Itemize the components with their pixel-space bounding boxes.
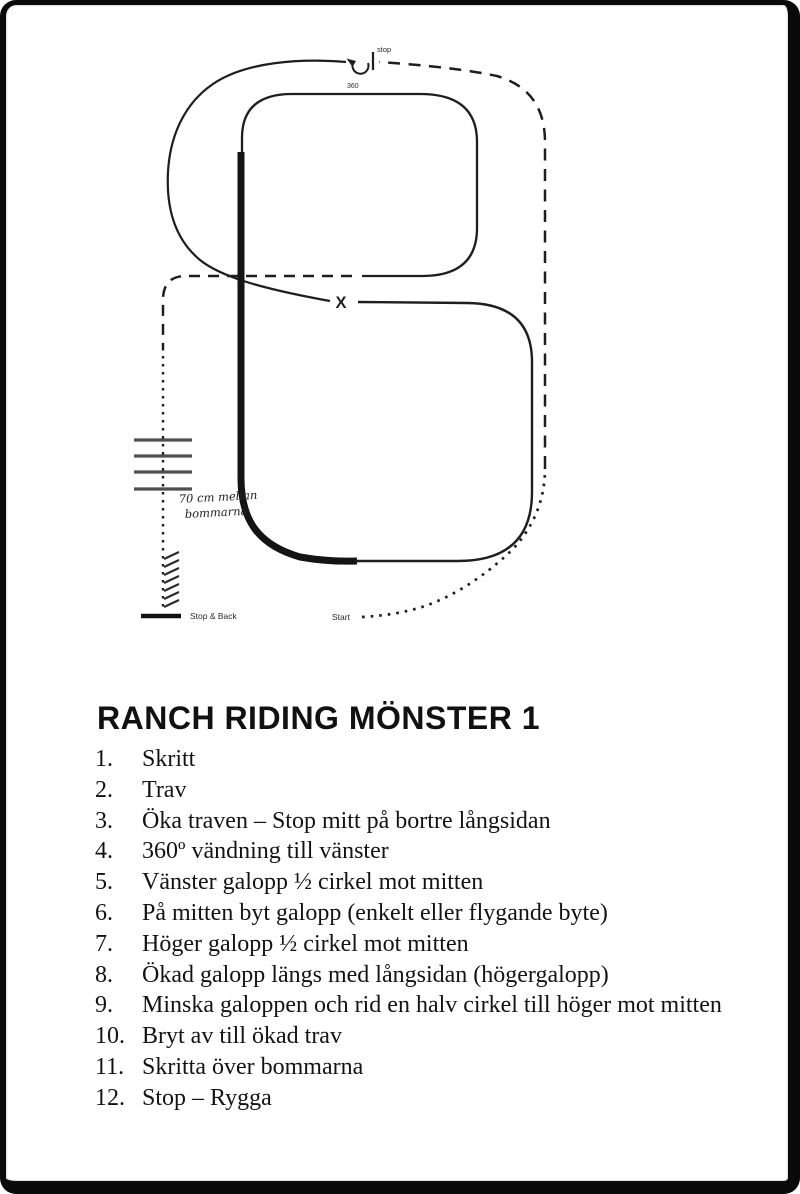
path-trot-dashed-middle — [163, 276, 352, 348]
instruction-text: Vänster galopp ½ cirkel mot mitten — [142, 869, 484, 896]
instruction-list — [95, 744, 755, 1114]
instruction-number: 12. — [95, 1084, 125, 1111]
instruction-item — [95, 1083, 755, 1114]
instruction-number: 11. — [95, 1053, 125, 1080]
instruction-item — [95, 960, 755, 991]
instruction-item — [95, 1052, 755, 1083]
instruction-text: Bryt av till ökad trav — [142, 1023, 342, 1050]
instruction-number: 8. — [95, 961, 113, 988]
instruction-item — [95, 1021, 755, 1052]
instruction-item — [95, 806, 755, 837]
page-title: RANCH RIDING MÖNSTER 1 — [97, 700, 541, 736]
path-extended-segment-thick — [241, 152, 357, 561]
instruction-item — [95, 744, 755, 775]
poles-note-line2: bommarna — [184, 503, 248, 521]
instruction-text: Ökad galopp längs med långsidan (högergalopp) — [142, 961, 609, 988]
instruction-text: Minska galoppen och rid en halv cirkel till höger mot mitten — [142, 992, 722, 1019]
path-lope-left-half-circle — [168, 61, 346, 301]
instruction-text: Höger galopp ½ cirkel mot mitten — [142, 930, 469, 957]
label-start: Start — [332, 612, 350, 622]
instruction-item — [95, 836, 755, 867]
instruction-number: 1. — [95, 746, 113, 772]
instruction-item — [95, 775, 755, 806]
instruction-item — [95, 990, 755, 1021]
label-360: 360 — [347, 83, 359, 90]
instruction-number: 7. — [95, 930, 113, 957]
trot-poles — [134, 440, 192, 489]
instruction-number: 3. — [95, 807, 113, 834]
instruction-text: 360º vändning till vänster — [142, 838, 389, 865]
backup-hatches — [164, 552, 179, 607]
path-walk-start-dotted — [362, 468, 545, 617]
instruction-item — [95, 929, 755, 960]
center-x-marker: X — [335, 294, 347, 312]
label-stop-top: stop — [377, 45, 392, 54]
instruction-number: 9. — [95, 992, 113, 1019]
instruction-text: Skritta över bommarna — [142, 1053, 364, 1080]
instruction-item — [95, 867, 755, 898]
instruction-text: Skritt — [142, 746, 196, 772]
instruction-number: 5. — [95, 869, 113, 896]
spin-360-icon — [347, 59, 369, 74]
instruction-number: 2. — [95, 776, 113, 803]
poles-note-line1: 70 cm mellan — [178, 487, 258, 506]
instruction-text: Stop – Rygga — [142, 1084, 272, 1111]
instruction-item — [95, 898, 755, 929]
path-top-circle — [242, 94, 477, 276]
instruction-number: 4. — [95, 838, 113, 865]
instruction-number: 10. — [95, 1023, 125, 1050]
label-stop-back: Stop & Back — [190, 611, 237, 621]
path-bottom-circle — [355, 302, 532, 561]
instruction-text: På mitten byt galopp (enkelt eller flygande byte) — [142, 899, 608, 926]
instruction-section — [95, 700, 755, 1114]
instruction-text: Trav — [142, 776, 187, 803]
instruction-text: Öka traven – Stop mitt på bortre långsidan — [142, 807, 551, 834]
instruction-number: 6. — [95, 899, 113, 926]
